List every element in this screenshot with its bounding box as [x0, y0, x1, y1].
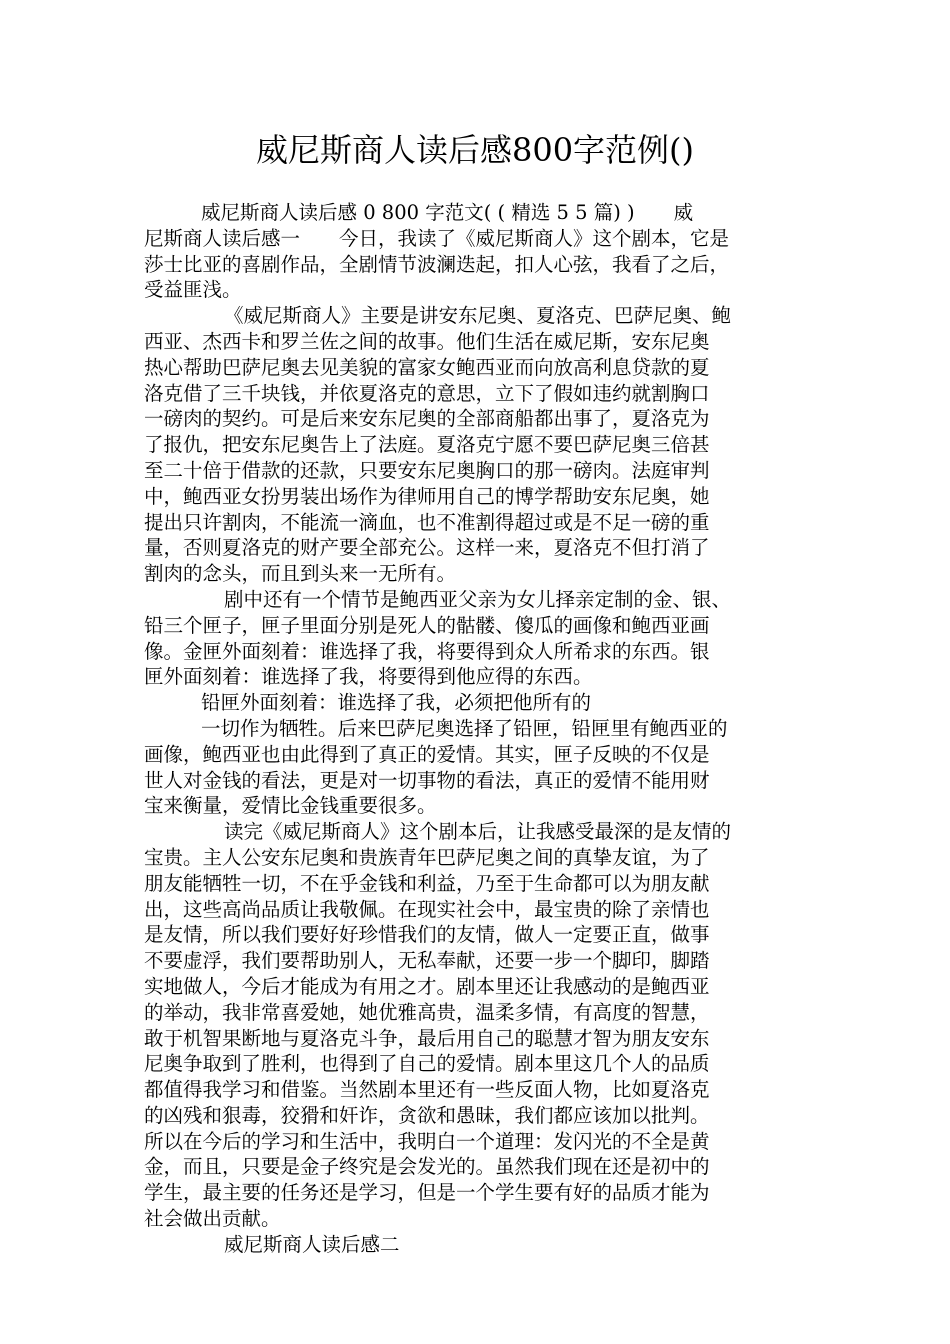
text-line: 金，而且，只要是金子终究是会发光的。虽然我们现在还是初中的: [144, 1155, 710, 1179]
text-line: 不要虚浮，我们要帮助别人，无私奉献，还要一步一个脚印，脚踏: [144, 949, 710, 973]
text-line: 朋友能牺牲一切，不在乎金钱和利益，乃至于生命都可以为朋友献: [144, 871, 710, 895]
text-line: 画像，鲍西亚也由此得到了真正的爱情。其实，匣子反映的不仅是: [144, 742, 710, 766]
text-line: 是友情，所以我们要好好珍惜我们的友情，做人一定要正直，做事: [144, 923, 710, 947]
text-line: 宝来衡量，爱情比金钱重要很多。: [144, 794, 437, 818]
text-line: 宝贵。主人公安东尼奥和贵族青年巴萨尼奥之间的真挚友谊，为了: [144, 845, 710, 869]
text-line: 实地做人，今后才能成为有用之才。剧本里还让我感动的是鲍西亚: [144, 974, 710, 998]
text-line: 匣外面刻着：谁选择了我，将要得到他应得的东西。: [144, 665, 593, 689]
text-line: 的凶残和狠毒，狡猾和奸诈，贪欲和愚昧，我们都应该加以批判。: [144, 1103, 710, 1127]
text-line: 读完《威尼斯商人》这个剧本后，让我感受最深的是友情的: [224, 820, 732, 844]
text-line: 提出只许割肉，不能流一滴血，也不准割得超过或是不足一磅的重: [144, 510, 710, 534]
text-line: 中，鲍西亚女扮男装出场作为律师用自己的博学帮助安东尼奥，她: [144, 484, 710, 508]
text-line: 铅三个匣子，匣子里面分别是死人的骷髅、傻瓜的画像和鲍西亚画: [144, 613, 710, 637]
text-line: 尼奥争取到了胜利，也得到了自己的爱情。剧本里这几个人的品质: [144, 1052, 710, 1076]
document-body: [144, 200, 808, 1258]
text-line: 割肉的念头，而且到头来一无所有。: [144, 562, 457, 586]
text-line: 了报仇，把安东尼奥告上了法庭。夏洛克宁愿不要巴萨尼奥三倍甚: [144, 433, 710, 457]
text-line: 社会做出贡献。: [144, 1207, 281, 1231]
text-line: 《威尼斯商人》主要是讲安东尼奥、夏洛克、巴萨尼奥、鲍: [224, 304, 732, 328]
text-line: 所以在今后的学习和生活中，我明白一个道理：发闪光的不全是黄: [144, 1129, 710, 1153]
text-line: 敢于机智果断地与夏洛克斗争，最后用自己的聪慧才智为朋友安东: [144, 1026, 710, 1050]
document-title: 威尼斯商人读后感800字范例(): [255, 131, 695, 169]
text-line: 莎士比亚的喜剧作品，全剧情节波澜迭起，扣人心弦，我看了之后，: [144, 252, 730, 276]
text-line: 一切作为牺牲。后来巴萨尼奥选择了铅匣，铅匣里有鲍西亚的: [201, 716, 728, 740]
text-line: 像。金匣外面刻着：谁选择了我，将要得到众人所希求的东西。银: [144, 639, 710, 663]
text-line: 学生，最主要的任务还是学习，但是一个学生要有好的品质才能为: [144, 1181, 710, 1205]
text-line: 西亚、杰西卡和罗兰佐之间的故事。他们生活在威尼斯，安东尼奥: [144, 329, 710, 353]
text-line: 威尼斯商人读后感 0 800 字范文( ( 精选 5 5 篇) ) 威: [201, 201, 694, 224]
text-line: 热心帮助巴萨尼奥去见美貌的富家女鲍西亚而向放高利息贷款的夏: [144, 355, 710, 379]
text-line: 铅匣外面刻着：谁选择了我，必须把他所有的: [201, 691, 592, 715]
text-line: 世人对金钱的看法，更是对一切事物的看法，真正的爱情不能用财: [144, 768, 710, 792]
text-line: 都值得我学习和借鉴。当然剧本里还有一些反面人物，比如夏洛克: [144, 1078, 710, 1102]
text-line: 一磅肉的契约。可是后来安东尼奥的全部商船都出事了，夏洛克为: [144, 407, 710, 431]
section-heading: 威尼斯商人读后感二: [224, 1232, 400, 1256]
text-line: 受益匪浅。: [144, 278, 242, 302]
text-line: 剧中还有一个情节是鲍西亚父亲为女儿择亲定制的金、银、: [224, 587, 732, 611]
text-line: 的举动，我非常喜爱她，她优雅高贵，温柔多情，有高度的智慧，: [144, 1000, 710, 1024]
text-line: 出，这些高尚品质让我敬佩。在现实社会中，最宝贵的除了亲情也: [144, 897, 710, 921]
text-line: 洛克借了三千块钱，并依夏洛克的意思，立下了假如违约就割胸口: [144, 381, 710, 405]
text-line: 量，否则夏洛克的财产要全部充公。这样一来，夏洛克不但打消了: [144, 536, 710, 560]
text-line: 尼斯商人读后感一 今日，我读了《威尼斯商人》这个剧本，它是: [144, 226, 730, 250]
text-line: 至二十倍于借款的还款，只要安东尼奥胸口的那一磅肉。法庭审判: [144, 458, 710, 482]
